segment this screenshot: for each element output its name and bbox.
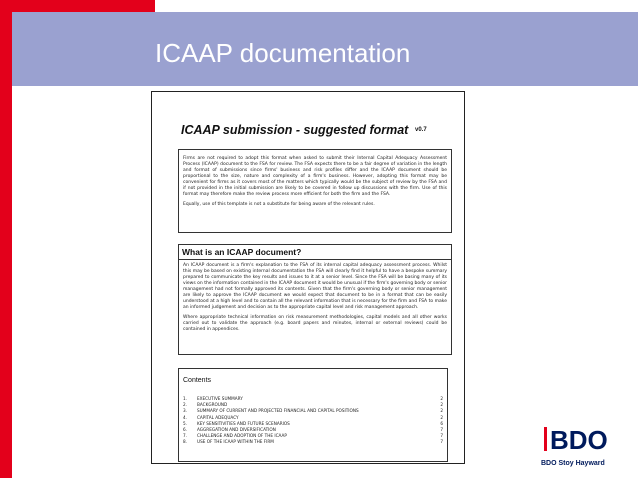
contents-item-num: 5.: [183, 420, 187, 426]
contents-item-label: CAPITAL ADEQUACY: [197, 414, 239, 420]
contents-item: [183, 439, 443, 445]
intro-paragraph: Firms are not required to adopt this format when asked to submit their Internal Capital Adequacy Assessment Process (ICAAP) document to the FSA for review. The FSA expects there to be a fair degree of variation in the length and format of submissions since firms' business and risk profiles differ and the ICAAP document should be proportional to the size, nature and complexity of a firm's business. However, adopting this format may be convenient for firms as it covers most of the matters which typically would be the subject of review by the FSA and if not provided in the initial submission are likely to be covered in follow up discussions with the firm. Use of this format may therefore make the review process more efficient for both the firm and the FSA.: [183, 156, 447, 197]
document-version: v0.7: [415, 127, 427, 133]
logo-red-stripe: [544, 427, 547, 451]
contents-item-label: SUMMARY OF CURRENT AND PROJECTED FINANCIAL AND CAPITAL POSITIONS: [197, 408, 359, 414]
contents-list: [183, 396, 443, 446]
document-page: [151, 91, 465, 464]
red-accent-bar-top: [0, 0, 155, 12]
contents-item-label: AGGREGATION AND DIVERSIFICATION: [197, 427, 276, 433]
what-is-heading: What is an ICAAP document?: [179, 245, 451, 260]
bdo-logo: [544, 424, 614, 454]
brand-name: BDO Stoy Hayward: [541, 460, 605, 467]
contents-item-num: 6.: [183, 427, 187, 433]
red-accent-bar-left: [0, 0, 12, 478]
contents-item-num: 1.: [183, 396, 187, 401]
contents-item-label: BACKGROUND: [197, 402, 228, 408]
document-title: ICAAP submission - suggested format: [181, 123, 409, 137]
contents-item-label: CHALLENGE AND ADOPTION OF THE ICAAP: [197, 433, 287, 439]
contents-item-num: 7.: [183, 433, 187, 439]
contents-item-num: 4.: [183, 414, 187, 420]
what-is-box: [178, 244, 452, 355]
what-is-paragraph: An ICAAP document is a firm's explanation to the FSA of its internal capital adequacy assessment process. Whilst this may be based on existing internal documentation the FSA will clearly find it helpful to have a bespoke summary prepared to communicate the key results and issues to it at a senior level. Since the FSA will be basing many of its views on the information contained in the ICAAP document it would be unusual if the firm's governing body or senior management had not formally approved its contents. Given that the firm's governing body or senior management are likely to approve the ICAAP document we would expect that document to be in a format that can be easily understood at a high level and to contain all the relevant information that is necessary for the firm and FSA to make an informed judgement and decision as to the appropriate capital level and risk management approach.: [183, 263, 447, 310]
contents-item-page: 2: [440, 402, 443, 408]
contents-item-page: 7: [440, 433, 443, 439]
contents-box: [178, 368, 448, 462]
contents-item-page: 7: [440, 439, 443, 445]
intro-box: [178, 149, 452, 233]
contents-item-page: 2: [440, 414, 443, 420]
contents-item-num: 2.: [183, 402, 187, 408]
contents-item-page: 2: [440, 396, 443, 401]
contents-item-page: 7: [440, 427, 443, 433]
contents-item-label: USE OF THE ICAAP WITHIN THE FIRM: [197, 439, 274, 445]
contents-item-label: KEY SENSITIVITIES AND FUTURE SCENARIOS: [197, 420, 290, 426]
contents-item-label: EXECUTIVE SUMMARY: [197, 396, 243, 401]
contents-item-page: 6: [440, 420, 443, 426]
logo-text: BDO: [550, 425, 608, 454]
intro-paragraph: Equally, use of this template is not a substitute for being aware of the relevant rules.: [183, 202, 375, 207]
slide-title: ICAAP documentation: [155, 38, 411, 68]
contents-item-num: 8.: [183, 439, 187, 445]
contents-heading: Contents: [183, 377, 212, 384]
contents-item-num: 3.: [183, 408, 187, 414]
what-is-paragraph: Where appropriate technical information on risk measurement methodologies, capital models and all other works carried out to validate the approach (e.g. board papers and minutes, internal or external reviews) could be contained in appendices.: [183, 315, 447, 332]
contents-item-page: 2: [440, 408, 443, 414]
